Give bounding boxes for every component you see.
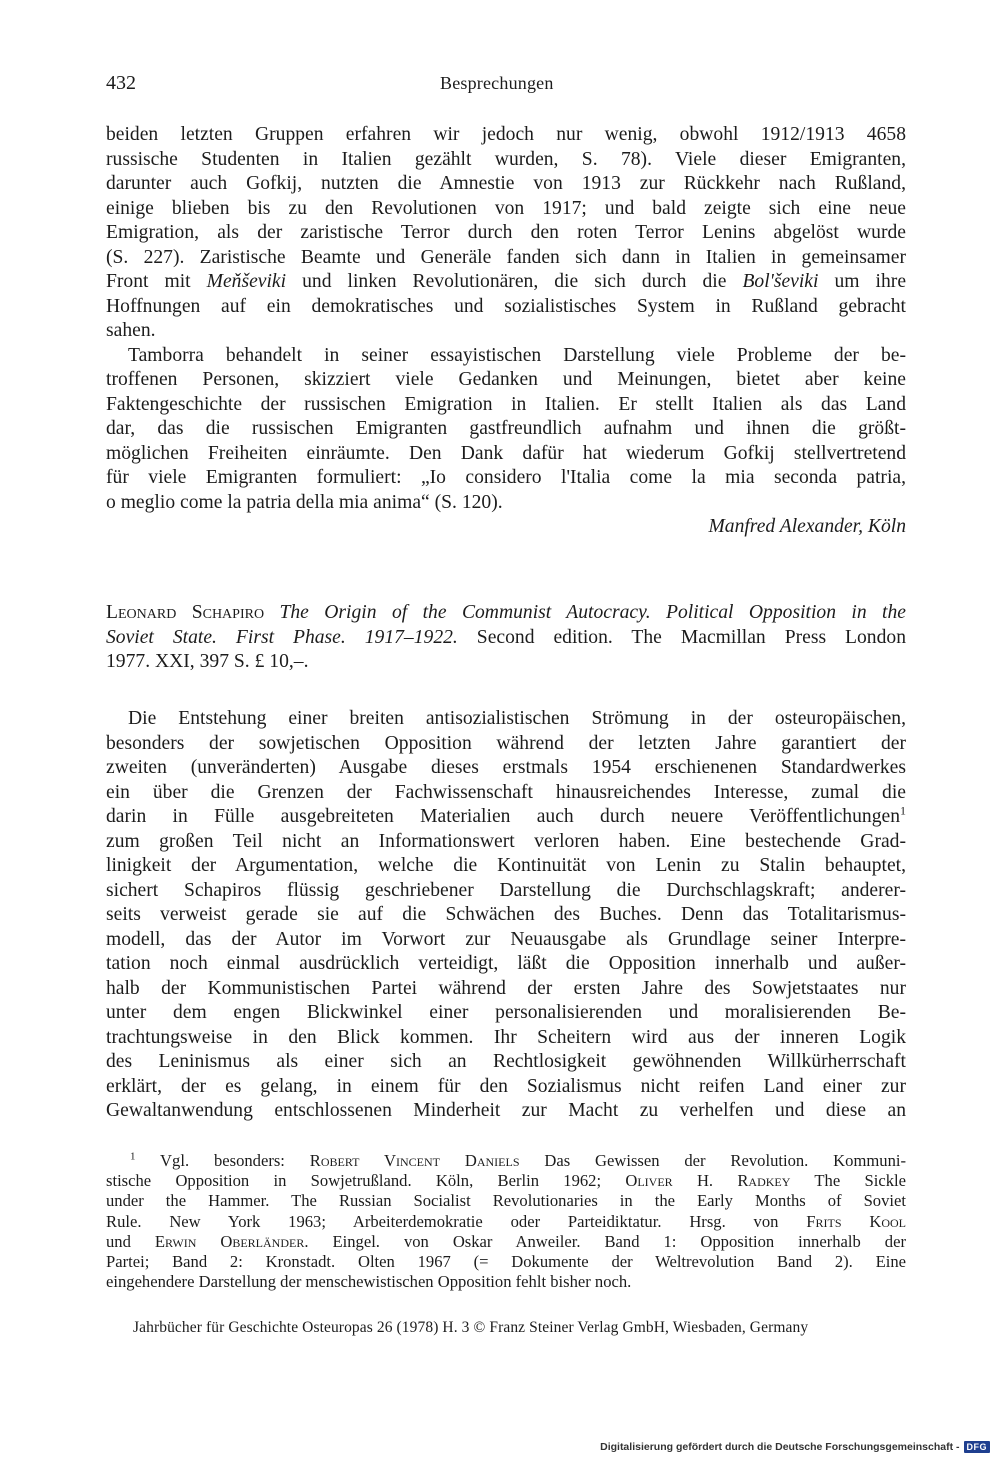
book-title: The Origin of the Communist Autocracy. Political Opposition in the [279,602,906,623]
dfg-logo: DFG [964,1441,991,1453]
footnote-line [106,1212,906,1232]
footnote-line [106,1171,906,1191]
text-line: darunter auch Gofkij, nutzten die Amnestie von 1913 zur Rückkehr nach Rußland, [106,173,906,194]
text-line: halb der Kommunistischen Partei während der ersten Jahre des Sowjetstaates nur [106,977,906,999]
text-line: sichert Schapiros flüssig geschriebener Darstellung die Durchschlagskraft; anderer- [106,879,906,901]
text-span: Das Gewissen der Revolution. Kommuni- [519,1151,907,1170]
text-span: darin in Fülle ausgebreiteten Materialien auch durch neuere Veröffentlichungen [106,806,900,827]
text-line: modell, das der Autor im Vorwort zur Neuausgabe als Grundlage seiner Interpre- [106,928,906,950]
review-2-heading [106,601,906,675]
text-line: tation noch einmal ausdrücklich verteidigt, läßt die Opposition innerhalb und außer- [106,953,906,974]
text-line: trachtungsweise in den Blick kommen. Ihr Scheitern wird aus der inneren Logik [106,1026,906,1048]
footnote [106,1151,906,1292]
text-span: . Eingel. von Oskar Anweiler. Band 1: Opposition innerhalb der [304,1231,906,1251]
text-line: möglichen Freiheiten einräumte. Den Dank dafür hat wiederum Gofkij stellvertretend [106,442,906,464]
text-line: seits verweist gerade sie auf die Schwächen des Buches. Denn das Totalitarismus- [106,904,906,925]
text-line: zum großen Teil nicht an Informationswert verloren haben. Eine bestechende Grad- [106,830,906,852]
reviewer-signature: Manfred Alexander, Köln [708,516,906,537]
journal-citation: Jahrbücher für Geschichte Osteuropas 26 (1978) H. 3 © Franz Steiner Verlag GmbH, Wiesbaden, Germany [133,1319,809,1336]
footnote-reference[interactable]: 1 [900,803,906,818]
text-span: und linken Revolutionären, die sich durch die [286,271,743,292]
footnote-line: under the Hammer. The Russian Socialist Revolutionaries in the Early Months of Soviet [106,1191,906,1211]
cited-author: Frits Kool [806,1211,907,1231]
text-line: Die Entstehung einer breiten antisozialistischen Strömung in der osteuropäischen, [128,708,906,729]
cited-author: Robert Vincent Daniels [309,1151,520,1170]
footnote-line: Partei; Band 2: Kronstadt. Olten 1967 (= Dokumente der Weltrevolution Band 2). Eine [106,1251,906,1271]
text-span: und [106,1231,155,1251]
text-line: Hoffnungen auf ein demokratisches und sozialistisches System in Rußland gebracht [106,295,906,317]
text-line: troffenen Personen, skizziert viele Gedanken und Meinungen, bietet aber keine [106,369,906,390]
text-span: stische Opposition in Sowjetrußland. Köln, Berlin 1962; [106,1171,626,1191]
text-line: beiden letzten Gruppen erfahren wir jedoch nur wenig, obwohl 1912/1913 4658 [106,124,906,145]
book-author: Leonard Schapiro [106,602,265,623]
italic-term: Meňševiki [206,271,287,292]
running-head: Besprechungen [440,73,554,93]
footnote-number: 1 [130,1150,136,1163]
text-span: Front mit [106,271,207,292]
text-line: o meglio come la patria della mia anima“ (S. 120). [106,491,503,513]
book-title: Soviet State. First Phase. 1917–1922. [106,626,458,648]
text-line [106,805,906,830]
text-line: besonders der sowjetischen Opposition während der letzten Jahre garantiert der [106,732,906,754]
footnote-line: eingehendere Darstellung der menschewistischen Opposition fehlt bisher noch. [106,1272,632,1292]
text-line: russische Studenten in Italien gezählt wurden, S. 78). Viele dieser Emigranten, [106,148,906,170]
digitization-banner [600,1439,990,1455]
text-span: Vgl. besonders: [135,1151,310,1170]
text-line: Faktengeschichte der russischen Emigration in Italien. Er stellt Italien als das Land [106,393,906,415]
page-number: 432 [106,72,136,94]
italic-term: Bol'ševiki [742,271,819,292]
text-line: Emigration, als der zaristische Terror durch den roten Terror Lenins abgelöst wurde [106,222,906,243]
text-line: linigkeit der Argumentation, welche die Kontinuität von Lenin zu Stalin behauptet, [106,855,906,876]
heading-line [106,601,906,626]
heading-line: 1977. XXI, 397 S. £ 10,–. [106,651,309,672]
text-line: dar, das die russischen Emigranten gastfreundlich aufnahm und ihnen die größt- [106,418,906,439]
text-line: des Leninismus als einer sich an Rechtlosigkeit gewöhnenden Willkürherrschaft [106,1051,906,1072]
text-line: Tamborra behandelt in seiner essayistischen Darstellung viele Probleme der be- [128,344,906,366]
banner-text: Digitalisierung gefördert durch die Deutsche Forschungsgemeinschaft - [600,1441,960,1453]
text-line: für viele Emigranten formuliert: „Io considero l'Italia come la mia seconda patria, [106,467,906,488]
text-line: (S. 227). Zaristische Beamte und Generäle fanden sich dann in Italien in gemeinsamer [106,246,906,268]
text-line: zweiten (unveränderten) Ausgabe dieses erstmals 1954 erschienenen Standardwerkes [106,757,906,778]
cited-author: Erwin Oberländer [154,1231,305,1251]
cited-author: Oliver H. Radkey [625,1171,791,1191]
text-line: sahen. [106,320,156,341]
review-1-body [106,123,906,540]
text-span: Rule. New York 1963; Arbeiterdemokratie oder Parteidiktatur. Hrsg. von [106,1211,807,1231]
text-line: einige blieben bis zu den Revolutionen von 1917; und bald zeigte sich eine neue [106,197,906,219]
text-line [106,270,906,295]
text-line: erklärt, der es gelang, in einem für den Sozialismus nicht reifen Land einer zur [106,1075,906,1097]
text-line: unter dem engen Blickwinkel einer personalisierenden und moralisierenden Be- [106,1002,906,1023]
text-line: Gewaltanwendung entschlossenen Minderheit zur Macht zu verhelfen und diese an [106,1100,906,1121]
publication-info: Second edition. The Macmillan Press London [457,626,906,648]
text-span: The Sickle [790,1171,906,1191]
footnote-line [106,1232,906,1252]
heading-line [106,626,906,651]
footnote-line [106,1151,906,1171]
text-line: ein über die Grenzen der Fachwissenschaft hinausreichendes Interesse, zumal die [106,781,906,803]
text-span: um ihre [818,271,907,292]
review-2-body [106,707,906,1124]
